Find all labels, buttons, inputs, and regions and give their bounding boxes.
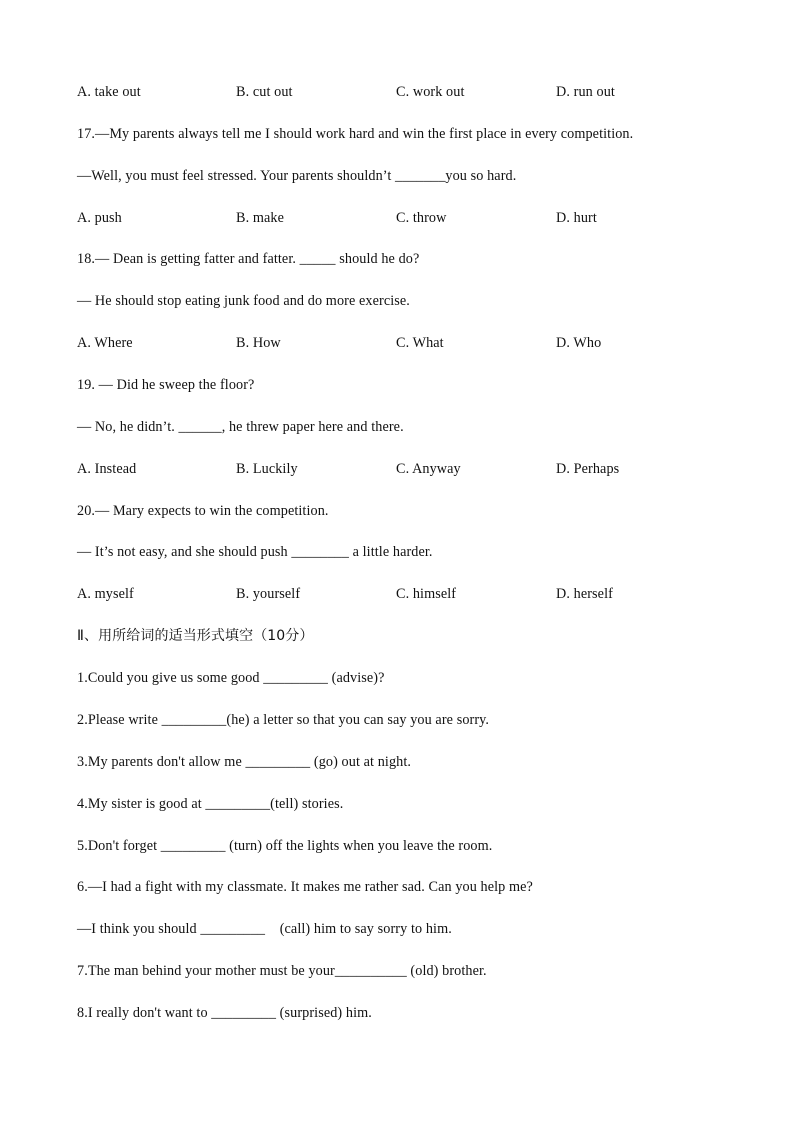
q18-question: 18.— Dean is getting fatter and fatter. _____ should he do? — [77, 251, 420, 267]
q19-response: — No, he didn’t. ______, he threw paper here and there. — [77, 419, 404, 435]
q19-question: 19. — Did he sweep the floor? — [77, 377, 255, 393]
q17-response: —Well, you must feel stressed. Your parents shouldn’t _______you so hard. — [77, 168, 517, 184]
q17-option-a: A. push — [77, 210, 122, 226]
q18-option-b: B. How — [236, 335, 281, 351]
fill-item-1: 1.Could you give us some good _________ (advise)? — [77, 670, 385, 686]
q20-option-a: A. myself — [77, 586, 134, 602]
fill-item-8: 8.I really don't want to _________ (surprised) him. — [77, 1005, 372, 1021]
fill-item-2: 2.Please write _________(he) a letter so that you can say you are sorry. — [77, 712, 490, 728]
q17-options — [77, 208, 597, 228]
q20-option-c: C. himself — [396, 586, 457, 602]
section-2-heading: Ⅱ、用所给词的适当形式填空（10分） — [77, 628, 314, 644]
q20-question: 20.— Mary expects to win the competition. — [77, 503, 329, 519]
fill-item-4: 4.My sister is good at _________(tell) stories. — [77, 796, 344, 812]
q17-option-d: D. hurt — [556, 210, 597, 226]
q18-option-d: D. Who — [556, 335, 602, 351]
fill-item-7: 7.The man behind your mother must be your__________ (old) brother. — [77, 963, 487, 979]
q18-option-a: A. Where — [77, 335, 133, 351]
q19-option-c: C. Anyway — [396, 461, 461, 477]
q19-option-a: A. Instead — [77, 461, 137, 477]
q18-option-c: C. What — [396, 335, 444, 351]
q19-options — [77, 459, 620, 479]
q20-option-b: B. yourself — [236, 586, 301, 602]
q18-response: — He should stop eating junk food and do more exercise. — [77, 293, 410, 309]
q16-option-c: C. work out — [396, 84, 465, 100]
q19-option-d: D. Perhaps — [556, 461, 620, 477]
q17-option-b: B. make — [236, 210, 284, 226]
q16-option-d: D. run out — [556, 84, 615, 100]
q20-options — [77, 584, 613, 604]
fill-item-3: 3.My parents don't allow me _________ (go) out at night. — [77, 754, 412, 770]
fill-item-6-question: 6.—I had a fight with my classmate. It makes me rather sad. Can you help me? — [77, 879, 533, 895]
q20-response: — It’s not easy, and she should push ________ a little harder. — [77, 544, 433, 560]
fill-item-6-response: —I think you should _________ (call) him to say sorry to him. — [77, 921, 452, 937]
fill-item-5: 5.Don't forget _________ (turn) off the lights when you leave the room. — [77, 838, 493, 854]
q16-option-a: A. take out — [77, 84, 141, 100]
q16-option-b: B. cut out — [236, 84, 293, 100]
q17-option-c: C. throw — [396, 210, 447, 226]
q16-options — [77, 82, 615, 102]
q19-option-b: B. Luckily — [236, 461, 298, 477]
q17-question: 17.—My parents always tell me I should work hard and win the first place in every competition. — [77, 126, 634, 142]
q20-option-d: D. herself — [556, 586, 613, 602]
q18-options — [77, 333, 602, 353]
